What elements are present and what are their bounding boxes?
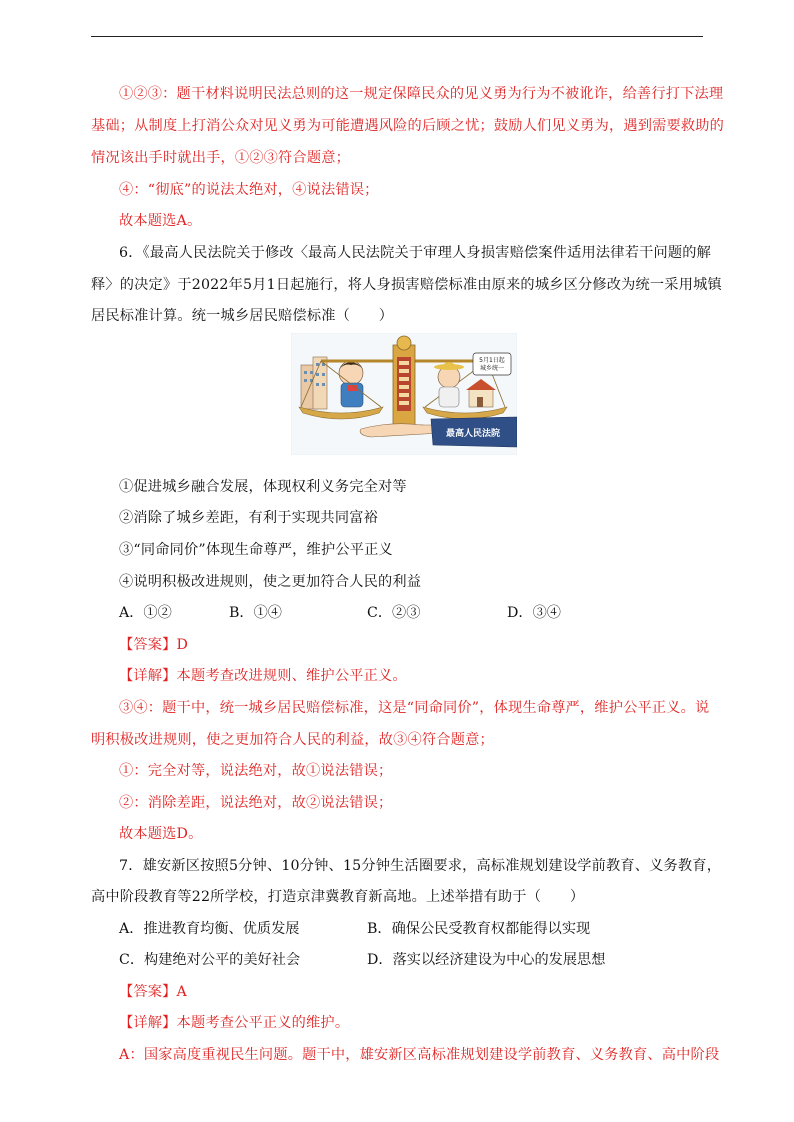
conclusion-line: 故本题选A。 xyxy=(119,213,202,229)
option-a: A．①② xyxy=(119,605,172,621)
question-stem: 6．《最高人民法院关于修改〈最高人民法院关于审理人身损害赔偿案件适用法律若干问题的解 xyxy=(119,245,712,261)
header-rule xyxy=(91,36,703,37)
explanation-line: 情况该出手时就出手，①②③符合题意； xyxy=(91,150,350,166)
option-b: B．确保公民受教育权都能得以实现 xyxy=(367,921,591,937)
statement-4: ④说明积极改进规则，使之更加符合人民的利益 xyxy=(119,574,422,590)
question-stem: 7．雄安新区按照5分钟、10分钟、15分钟生活圈要求，高标准规划建设学前教育、义务教育， xyxy=(119,858,722,874)
answer-label: 【答案】A xyxy=(119,984,187,1000)
conclusion-line: 故本题选D。 xyxy=(119,826,203,842)
explanation-line: A：国家高度重视民生问题。题干中，雄安新区高标准规划建设学前教育、义务教育、高中阶段 xyxy=(119,1047,720,1063)
option-d: D．落实以经济建设为中心的发展思想 xyxy=(367,952,606,968)
sleeve-label: 最高人民法院 xyxy=(445,429,501,439)
explanation-line: ①：完全对等，说法绝对，故①说法错误； xyxy=(119,763,393,779)
explanation-line: ④：“彻底”的说法太绝对，④说法错误； xyxy=(119,182,379,198)
question-stem: 居民标准计算。统一城乡居民赔偿标准（ ） xyxy=(91,308,394,324)
question-stem: 释〉的决定》于2022年5月1日起施行，将人身损害赔偿标准由原来的城乡区分修改为统一采用城镇 xyxy=(91,277,722,293)
explanation-line: 基础；从制度上打消公众对见义勇为可能遭遇风险的后顾之忧；鼓励人们见义勇为，遇到需要救助的 xyxy=(91,118,725,134)
sign-text-line2: 城乡统一 xyxy=(479,365,505,372)
option-a: A．推进教育均衡、优质发展 xyxy=(119,921,300,937)
explanation-line: ②：消除差距，说法绝对，故②说法错误； xyxy=(119,795,393,811)
option-d: D．③④ xyxy=(507,605,561,621)
scale-cartoon-image xyxy=(291,333,517,455)
detail-label: 【详解】本题考查公平正义的维护。 xyxy=(119,1015,350,1031)
statement-2: ②消除了城乡差距，有利于实现共同富裕 xyxy=(119,510,378,526)
sign-text-line1: 5月1日起 xyxy=(479,357,505,364)
statement-1: ①促进城乡融合发展，体现权利义务完全对等 xyxy=(119,479,407,495)
explanation-line: ③④：题干中，统一城乡居民赔偿标准，这是“同命同价”，体现生命尊严，维护公平正义。说 xyxy=(119,700,710,716)
question-stem: 高中阶段教育等22所学校，打造京津冀教育新高地。上述举措有助于（ ） xyxy=(91,889,585,905)
explanation-line: ①②③：题干材料说明民法总则的这一规定保障民众的见义勇为行为不被讹诈，给善行打下法理 xyxy=(119,86,724,102)
explanation-line: 明积极改进规则，使之更加符合人民的利益，故③④符合题意； xyxy=(91,732,494,748)
option-c: C．构建绝对公平的美好社会 xyxy=(119,952,301,968)
detail-label: 【详解】本题考查改进规则、维护公平正义。 xyxy=(119,668,407,684)
answer-label: 【答案】D xyxy=(119,637,189,653)
statement-3: ③“同命同价”体现生命尊严，维护公平正义 xyxy=(119,542,393,558)
option-c: C．②③ xyxy=(367,605,421,621)
option-b: B．①④ xyxy=(229,605,282,621)
